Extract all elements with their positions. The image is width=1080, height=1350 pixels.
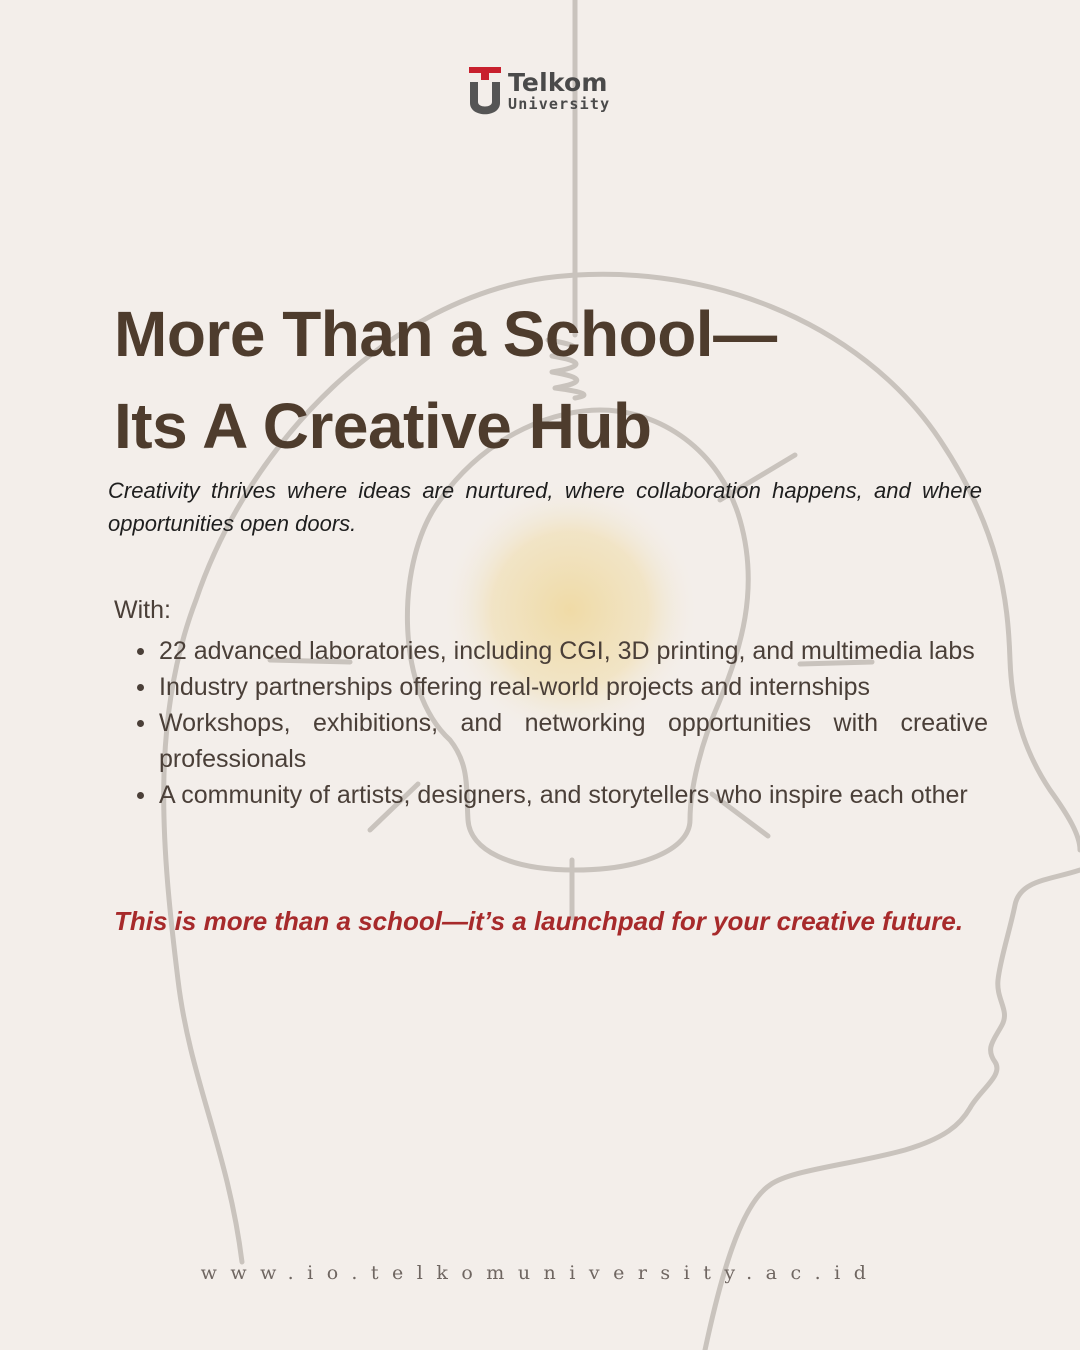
feature-item: Industry partnerships offering real-world projects and internships xyxy=(159,669,988,705)
website-url: www.io.telkomuniversity.ac.id xyxy=(200,1262,880,1284)
features-label: With: xyxy=(114,596,171,624)
feature-item: Workshops, exhibitions, and networking opportunities with creative professionals xyxy=(159,705,988,777)
tagline: This is more than a school—it’s a launchpad for your creative future. xyxy=(114,906,964,936)
logo-subtitle: University xyxy=(508,95,611,113)
feature-item: A community of artists, designers, and storytellers who inspire each other xyxy=(159,777,988,813)
page-title xyxy=(114,288,777,472)
intro-text: Creativity thrives where ideas are nurtured, where collaboration happens, and where opportunities open doors. xyxy=(108,478,982,536)
title-line-1: More Than a School— xyxy=(114,298,777,370)
telkom-university-logo xyxy=(468,66,610,116)
logo-name: Telkom xyxy=(508,68,608,97)
logo-wordmark xyxy=(508,70,610,112)
features-list xyxy=(159,633,988,813)
feature-item: 22 advanced laboratories, including CGI, 3D printing, and multimedia labs xyxy=(159,633,988,669)
title-line-2: Its A Creative Hub xyxy=(114,390,652,462)
telkom-u-logo-icon xyxy=(468,66,502,116)
